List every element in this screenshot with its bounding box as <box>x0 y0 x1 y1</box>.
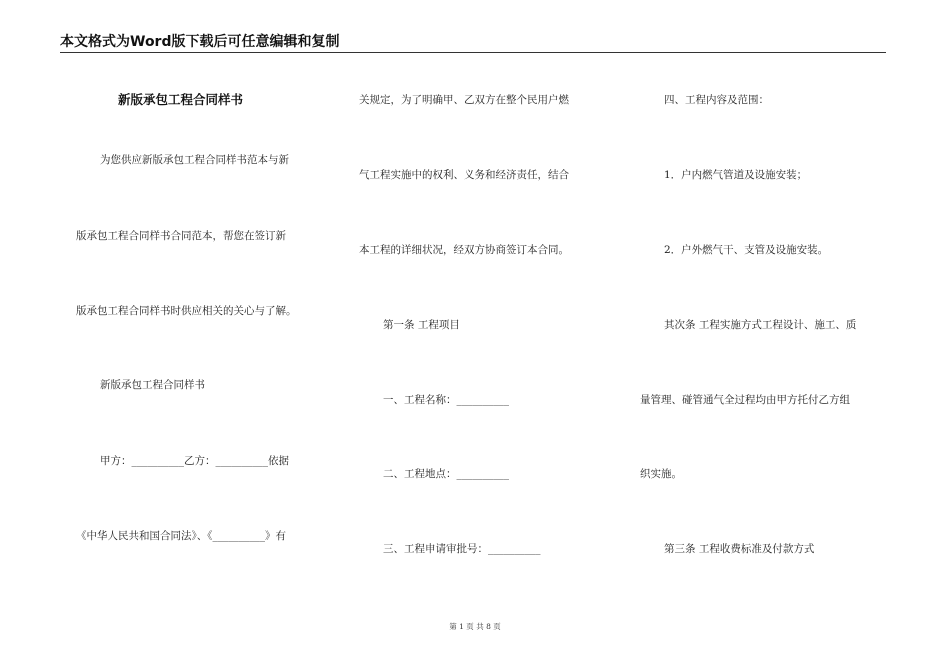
body-line: 本工程的详细状况，经双方协商签订本合同。 <box>359 244 569 256</box>
body-line: 版承包工程合同样书时供应相关的关心与了解。 <box>76 305 297 317</box>
body-line: 《中华人民共和国合同法》、《__________》有 <box>76 530 286 542</box>
body-line: 一、工程名称：__________ <box>383 394 509 406</box>
section-heading: 其次条 工程实施方式工程设计、施工、质 <box>664 319 857 331</box>
section-heading: 第一条 工程项目 <box>383 319 460 331</box>
body-line: 四、工程内容及范围： <box>664 94 769 106</box>
document-title: 新版承包工程合同样书 <box>118 92 244 107</box>
body-line: 气工程实施中的权利、义务和经济责任，结合 <box>359 169 569 181</box>
body-line: 新版承包工程合同样书 <box>100 379 205 391</box>
body-line: 为您供应新版承包工程合同样书范本与新 <box>100 154 289 166</box>
header-rule <box>60 52 886 53</box>
body-line: 关规定，为了明确甲、乙双方在整个民用户燃 <box>359 94 569 106</box>
body-line: 2．户外燃气干、支管及设施安装。 <box>664 244 829 256</box>
page-number: 第 1 页 共 8 页 <box>449 622 501 631</box>
page-header <box>60 33 886 53</box>
body-line: 版承包工程合同样书合同范本，帮您在签订新 <box>76 230 286 242</box>
body-line: 织实施。 <box>640 468 682 480</box>
header-text: 本文格式为Word版下载后可任意编辑和复制 <box>60 34 340 50</box>
section-heading: 第三条 工程收费标准及付款方式 <box>664 543 815 555</box>
body-line: 1．户内燃气管道及设施安装； <box>664 169 808 181</box>
body-line: 三、工程申请审批号：__________ <box>383 543 541 555</box>
body-line: 甲方：__________乙方：__________依据 <box>100 455 289 467</box>
body-line: 二、工程地点：__________ <box>383 468 509 480</box>
body-line: 量管理、碰管通气全过程均由甲方托付乙方组 <box>640 394 850 406</box>
